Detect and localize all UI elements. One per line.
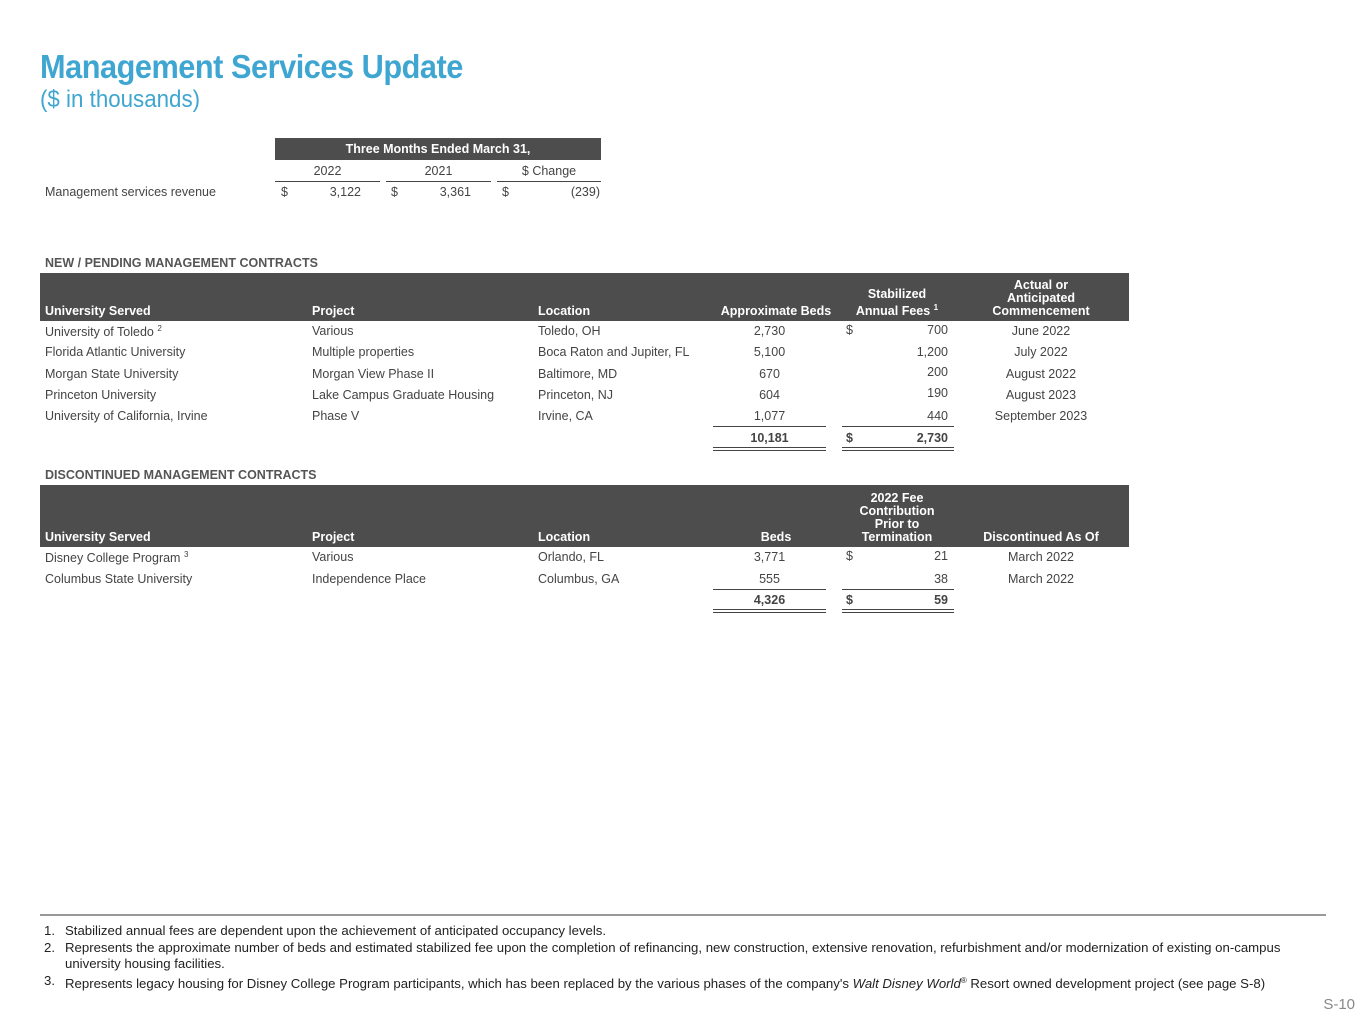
cell-fees: 200 xyxy=(927,365,948,379)
header-discontinued-as-of: Discontinued As Of xyxy=(983,530,1099,544)
cell-beds: 555 xyxy=(759,572,780,586)
cell-commencement: September 2023 xyxy=(994,409,1088,423)
table-row xyxy=(0,385,1200,405)
footnote-number: 2. xyxy=(44,939,55,955)
revenue-period-header: Three Months Ended March 31, xyxy=(275,138,601,160)
cell-fees: 190 xyxy=(927,386,948,400)
revenue-col-underline xyxy=(497,181,601,182)
cell-university: Disney College Program $^3$ xyxy=(45,550,189,565)
cell-university: Princeton University xyxy=(45,388,157,402)
cell-location: Columbus, GA xyxy=(538,572,620,586)
cell-fees: 1,200 xyxy=(916,345,948,359)
header-beds: Approximate Beds xyxy=(720,304,832,318)
cell-fees: 440 xyxy=(927,409,948,423)
cell-fee: 38 xyxy=(934,572,948,586)
total-rule xyxy=(842,589,954,590)
cell-beds: 1,077 xyxy=(753,409,786,423)
cell-commencement: August 2023 xyxy=(1005,388,1077,402)
total-fees: 2,730 xyxy=(916,431,948,445)
currency-symbol: $ xyxy=(846,593,853,607)
cell-university: Morgan State University xyxy=(45,367,179,381)
cell-commencement: July 2022 xyxy=(1014,345,1068,359)
currency-symbol: $ xyxy=(846,549,853,563)
cell-project: Morgan View Phase II xyxy=(312,367,435,381)
header-location: Location xyxy=(538,530,591,544)
cell-university: Florida Atlantic University xyxy=(45,345,186,359)
header-commencement-line1: Actual or xyxy=(1013,278,1069,292)
total-rule xyxy=(713,589,826,590)
cell-project: Independence Place xyxy=(312,572,426,586)
cell-commencement: June 2022 xyxy=(1011,324,1071,338)
footnote-3 xyxy=(44,973,1324,993)
page-subtitle: ($ in thousands) xyxy=(40,86,201,113)
footnote-text: Represents the approximate number of beds and estimated stabilized fee upon the completion of refinancing, new construction, extensive renovation, refurbishment and/or modernization of existing on-campus university housing facilities. xyxy=(65,939,1281,971)
total-double-rule xyxy=(842,609,954,613)
cell-university: University of Toledo $^2$ xyxy=(45,324,162,339)
currency-symbol: $ xyxy=(391,185,398,199)
header-university: University Served xyxy=(45,530,151,544)
total-fee: 59 xyxy=(934,593,948,607)
cell-project: Multiple properties xyxy=(312,345,415,359)
header-fee-line2: Contribution xyxy=(859,504,935,518)
footnote-text: Stabilized annual fees are dependent upon the achievement of anticipated occupancy levels. xyxy=(65,923,607,938)
footnote-ref: 3 xyxy=(183,550,189,559)
header-location: Location xyxy=(538,304,591,318)
total-double-rule xyxy=(713,447,826,451)
revenue-value-2022: 3,122 xyxy=(329,185,361,199)
revenue-col-underline xyxy=(386,181,491,182)
cell-location: Boca Raton and Jupiter, FL xyxy=(538,345,690,359)
currency-symbol: $ xyxy=(846,431,853,445)
cell-discontinued: March 2022 xyxy=(1007,572,1074,586)
cell-project: Phase V xyxy=(312,409,360,423)
header-university: University Served xyxy=(45,304,151,318)
table-row xyxy=(0,547,1200,567)
cell-beds: 5,100 xyxy=(753,345,786,359)
cell-beds: 2,730 xyxy=(753,324,786,338)
total-beds: 4,326 xyxy=(753,593,786,607)
cell-beds: 604 xyxy=(759,388,780,402)
footer-divider xyxy=(40,914,1326,916)
new-contracts-header xyxy=(40,273,1129,321)
cell-beds: 3,771 xyxy=(753,550,786,564)
header-project: Project xyxy=(312,530,355,544)
footnote-number: 1. xyxy=(44,923,55,938)
total-rule xyxy=(713,426,826,427)
header-project: Project xyxy=(312,304,355,318)
header-fee-line4: Termination xyxy=(861,530,933,544)
footnote-ref: 2 xyxy=(157,324,162,333)
cell-project: Various xyxy=(312,324,354,338)
table-row xyxy=(0,406,1200,426)
table-row xyxy=(0,364,1200,384)
footnote-text: Represents legacy housing for Disney College Program participants, which has been replaced by the various phases of the company's Walt Disney World® Resort owned development project (see page S-8) xyxy=(65,975,1266,991)
cell-beds: 670 xyxy=(759,367,780,381)
cell-location: Princeton, NJ xyxy=(538,388,614,402)
section-title-discontinued: DISCONTINUED MANAGEMENT CONTRACTS xyxy=(45,468,317,482)
header-annual-fees-line1: Stabilized xyxy=(867,287,927,301)
page-title: Management Services Update xyxy=(40,48,463,85)
cell-location: Toledo, OH xyxy=(538,324,601,338)
header-fee-contribution xyxy=(840,492,954,544)
footnote-2 xyxy=(44,940,1324,973)
cell-fee: 21 xyxy=(934,549,948,563)
footnotes xyxy=(44,923,1324,992)
header-commencement xyxy=(980,279,1102,318)
footnote-ref: 1 xyxy=(933,303,939,312)
cell-commencement: August 2022 xyxy=(1005,367,1077,381)
footnote-number: 3. xyxy=(44,972,55,988)
table-row xyxy=(0,342,1200,362)
currency-symbol: $ xyxy=(846,323,853,337)
total-beds: 10,181 xyxy=(750,431,789,445)
cell-discontinued: March 2022 xyxy=(1007,550,1074,564)
cell-location: Orlando, FL xyxy=(538,550,605,564)
footnote-1 xyxy=(44,923,1324,940)
cell-university: Columbus State University xyxy=(45,572,193,586)
header-commencement-line3: Commencement xyxy=(992,304,1090,318)
currency-symbol: $ xyxy=(281,185,288,199)
revenue-col-change: $ Change xyxy=(521,164,577,178)
cell-location: Baltimore, MD xyxy=(538,367,618,381)
header-annual-fees xyxy=(840,288,954,318)
total-rule xyxy=(842,426,954,427)
section-title-new-contracts: NEW / PENDING MANAGEMENT CONTRACTS xyxy=(45,256,318,270)
header-commencement-line2: Anticipated xyxy=(1006,291,1076,305)
cell-fees: 700 xyxy=(927,323,948,337)
cell-project: Various xyxy=(312,550,354,564)
revenue-col-2022: 2022 xyxy=(313,164,342,178)
table-row xyxy=(0,569,1200,589)
revenue-value-2021: 3,361 xyxy=(439,185,471,199)
revenue-col-underline xyxy=(275,181,380,182)
table-row xyxy=(0,321,1200,341)
discontinued-header xyxy=(40,485,1129,547)
currency-symbol: $ xyxy=(502,185,509,199)
total-double-rule xyxy=(713,609,826,613)
header-beds: Beds xyxy=(760,530,792,544)
revenue-row-label: Management services revenue xyxy=(45,185,216,199)
total-double-rule xyxy=(842,447,954,451)
header-annual-fees-line2: Annual Fees xyxy=(855,304,931,318)
cell-location: Irvine, CA xyxy=(538,409,593,423)
header-fee-line3: Prior to xyxy=(874,517,920,531)
header-fee-line1: 2022 Fee xyxy=(870,491,924,505)
cell-university: University of California, Irvine xyxy=(45,409,208,423)
cell-project: Lake Campus Graduate Housing xyxy=(312,388,495,402)
revenue-value-change: (239) xyxy=(570,185,600,199)
page-number: S-10 xyxy=(1323,996,1355,1013)
revenue-col-2021: 2021 xyxy=(424,164,453,178)
